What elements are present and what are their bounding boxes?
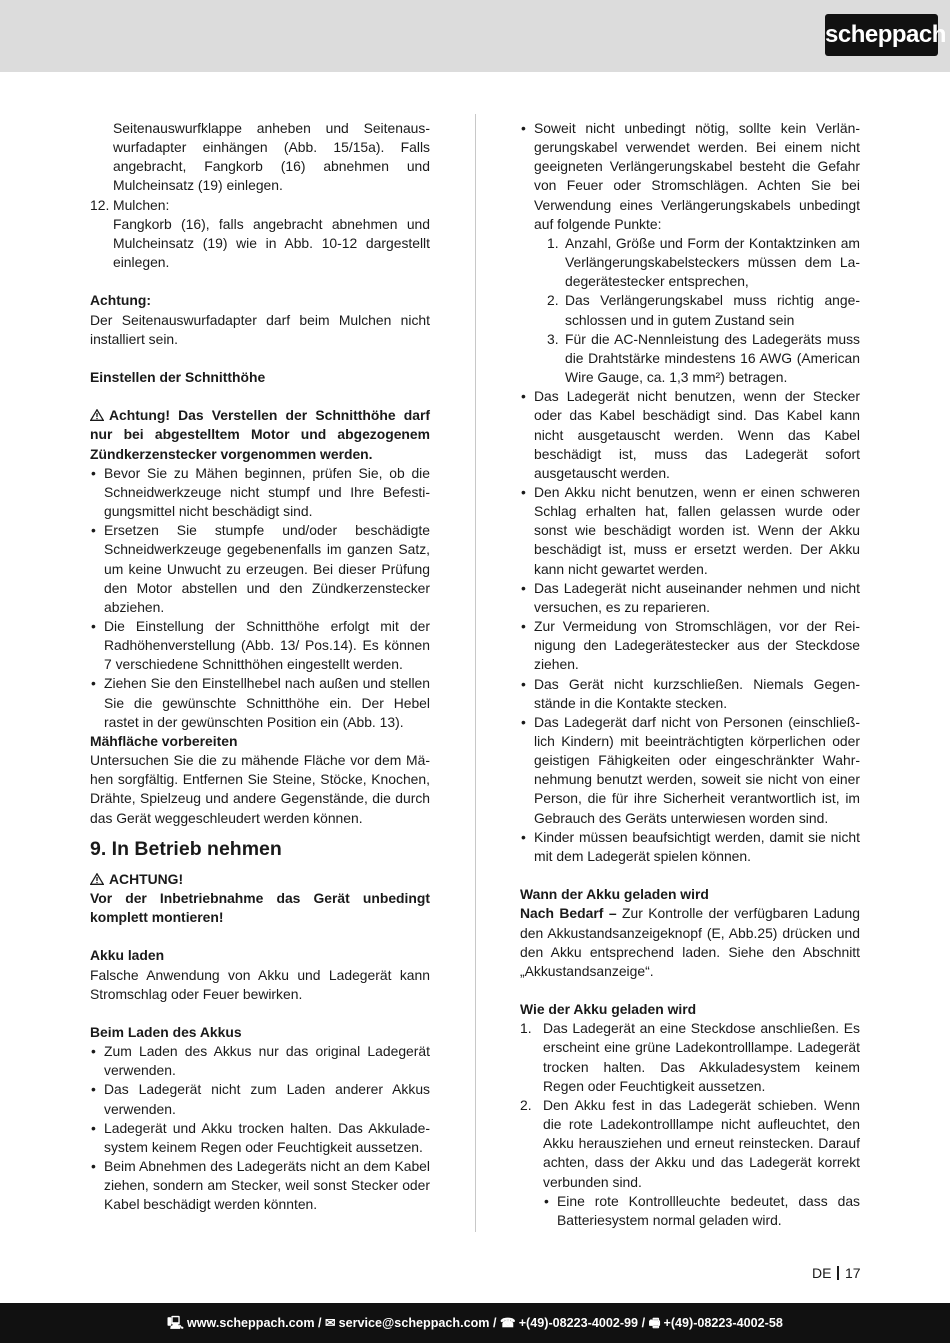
footer-separator: / xyxy=(314,1316,326,1330)
section-warning xyxy=(90,870,430,889)
list-item-12 xyxy=(90,196,430,273)
attention-text: Der Seitenauswurfadapter darf beim Mulchen nicht installiert sein. xyxy=(90,311,430,347)
fax-icon: 🖷 xyxy=(648,1316,661,1330)
list-item: • Kinder müssen beaufsichtigt werden, damit sie nicht mit dem Ladegerät spielen können. xyxy=(520,828,860,866)
warning-triangle-icon xyxy=(90,873,104,885)
footer-separator: / xyxy=(489,1316,500,1330)
cut-height-list xyxy=(90,464,430,732)
right-column xyxy=(520,119,860,1230)
section-title: 9. In Betrieb nehmen xyxy=(90,837,282,860)
page-lang: DE xyxy=(812,1265,832,1281)
item12-title: Mulchen: xyxy=(113,196,170,213)
charging-list xyxy=(90,1042,430,1214)
email-icon: ✉ xyxy=(325,1316,336,1330)
item12-text: Fangkorb (16), falls angebracht abnehmen und Mulcheinsatz (19) wie in Abb. 10-12 dargestellt einlegen. xyxy=(113,215,430,271)
charge-text: Falsche Anwendung von Akku und Ladegerät kann Stromschlag oder Feuer bewirken. xyxy=(90,966,430,1002)
numbered-text: Das Verlängerungskabel muss richtig angeschlossen und in gutem Zustand sein xyxy=(565,292,860,328)
numbered-item xyxy=(534,330,860,387)
page-number-separator xyxy=(837,1266,839,1280)
mow-area-text: Untersuchen Sie die zu mähende Fläche vor dem Mähen sorgfältig. Entfernen Sie Steine, Stöcke, Knochen, Drähte, Spielzeug und andere Gegenstände, die durch das Gerät weggeschleudert werden können. xyxy=(90,752,430,826)
list-item xyxy=(520,119,860,387)
list-item: • Das Ladegerät nicht zum Laden anderer Akkus verwenden. xyxy=(90,1080,430,1118)
footer-bar xyxy=(0,1303,950,1343)
list-item: • Den Akku nicht benutzen, wenn er einen schweren Schlag erhalten hat, fallen gelassen wurde oder sonst wie beschädigt worden ist. Wenn der Akku beschädigt ist, muss er ersetzt werden. Der Akku kann nicht gewartet werden. xyxy=(520,483,860,579)
numbered-item xyxy=(520,1096,860,1230)
how-heading: Wie der Akku geladen wird xyxy=(520,1001,697,1018)
footer-email[interactable]: service@scheppach.com xyxy=(338,1316,490,1330)
cut-height-warning-text: Achtung! Das Verstellen der Schnitthöhe darf nur bei abgestelltem Motor und abgezogenem Zündkerzenstecker vorgenommen werden. xyxy=(90,407,430,462)
extension-text: Soweit nicht unbedingt nötig, sollte kein Verlängerungskabel verwendet werden. Bei einem nicht geeigneten Verlängerungskabel besteht die Gefahr von Feuer oder Stromschlägen. Achten Sie bei Verwendung eines Verlängerungskabels unbedingt auf folgende Punkte: xyxy=(534,120,860,232)
list-item: • Zum Laden des Akkus nur das original Ladegerät verwenden. xyxy=(90,1042,430,1080)
numbered-item xyxy=(520,1019,860,1096)
warning-triangle-icon xyxy=(90,409,104,421)
extension-list xyxy=(520,119,860,866)
scheppach-logo: scheppach xyxy=(825,14,938,56)
cut-height-heading: Einstellen der Schnitthöhe xyxy=(90,369,266,385)
list-item: • Das Gerät nicht kurzschließen. Niemals Gegenstände in die Kontakte stecken. xyxy=(520,675,860,713)
numbered-text: Das Ladegerät an eine Steckdose anschließen. Es erscheint eine grüne Ladekontrolllampe. Ladegerät trocken halten. Das Akkuladesystem keinem Regen oder Feuchtigkeit aussetzen. xyxy=(543,1020,860,1094)
list-item: • Zur Vermeidung von Stromschlägen, vor der Reinigung den Ladegerätestecker aus der Steckdose ziehen. xyxy=(520,617,860,674)
list-item: • Ersetzen Sie stumpfe und/oder beschädigte Schneidwerkzeuge gegebenenfalls im ganzen Satz, um keine Unwucht zu erzeugen. Bei dieser Prüfung den Motor abstellen und den Zündkerzenstecker abziehen. xyxy=(90,521,430,617)
numbered-text: Anzahl, Größe und Form der Kontaktzinken am Verlängerungskabelsteckers müssen dem Ladegerätestecker entsprechen, xyxy=(565,234,860,290)
numbered-text: Den Akku fest in das Ladegerät schieben. Wenn die rote Ladekontrolllampe nicht aufleuchtet, den Akku herausziehen und erneut reinstecken. Darauf achten, dass der Akku und das Ladegerät korrekt verbunden sind. xyxy=(543,1096,860,1190)
how-list xyxy=(520,1019,860,1230)
list-number: 12. xyxy=(90,196,110,213)
section-warning-label: ACHTUNG! xyxy=(109,870,184,887)
when-text: Zur Kontrolle der verfügbaren Ladung den Akkustandsanzeigeknopf (E, Abb.25) drücken und den Akku entsprechend laden. Siehe den Abschnitt „Akkustandsanzeige“. xyxy=(520,905,860,979)
list-item: • Eine rote Kontrollleuchte bedeutet, dass das Batteriesystem normal geladen wird. xyxy=(543,1192,860,1230)
footer-separator: / xyxy=(638,1316,649,1330)
page-number-value: 17 xyxy=(844,1265,861,1281)
mulch-intro-text: Seitenauswurfklappe anheben und Seitenauswurfadapter einhängen (Abb. 15/15a). Falls angebracht, Fangkorb (16) abnehmen und Mulcheinsatz (19) einlegen. xyxy=(113,120,430,194)
when-paragraph xyxy=(520,904,860,981)
left-column xyxy=(90,119,430,1215)
numbered-text: Für die AC-Nennleistung des Ladegeräts muss die Drahtstärke mindestens 16 AWG (American Wire Gauge, ca. 1,3 mm²) betragen. xyxy=(565,330,860,386)
when-heading: Wann der Akku geladen wird xyxy=(520,886,709,903)
phone-icon: ☎ xyxy=(500,1316,516,1330)
numbered-item xyxy=(534,234,860,291)
column-divider xyxy=(475,114,476,1232)
when-lead: Nach Bedarf – xyxy=(520,905,617,922)
list-item: • Die Einstellung der Schnitthöhe erfolgt mit der Radhöhenverstellung (Abb. 13/ Pos.14). Es können 7 verschiedene Schnitthöhen eingestellt werden. xyxy=(90,617,430,674)
list-item: • Ziehen Sie den Einstellhebel nach außen und stellen Sie die gewünschte Schnitthöhe ein. Der Hebel rastet in der gewünschten Position ein (Abb. 13). xyxy=(90,674,430,731)
list-item: • Ladegerät und Akku trocken halten. Das Akkuladesystem keinem Regen oder Feuchtigkeit aussetzen. xyxy=(90,1119,430,1157)
header-bar xyxy=(0,0,950,72)
section-warning-text: Vor der Inbetriebnahme das Gerät unbedingt komplett montieren! xyxy=(90,889,430,926)
list-item: • Das Ladegerät darf nicht von Personen (einschließlich Kindern) mit beeinträchtigten körperlichen oder geistigen Fähigkeiten oder eingeschränkter Wahrnehmung benutzt werden, soweit sie nicht von einer Person, die für ihre Sicherheit verantwortlich ist, im Gebrauch des Geräts unterwiesen worden sind. xyxy=(520,713,860,828)
page-number xyxy=(812,1264,861,1282)
list-item: • Das Ladegerät nicht benutzen, wenn der Stecker oder das Kabel beschädigt sind. Das Kabel kann nicht ausgetauscht werden. Wenn das Kabel beschädigt ist, muss das Ladegerät sofort ausgetauscht werden. xyxy=(520,387,860,483)
numbered-item xyxy=(534,291,860,329)
list-number: 1. xyxy=(547,234,559,251)
list-item: • Beim Abnehmen des Ladegeräts nicht an dem Kabel ziehen, sondern am Stecker, weil sonst Stecker oder Kabel beschädigt werden könnten. xyxy=(90,1157,430,1214)
how-sub-list xyxy=(543,1192,860,1230)
cut-height-warning xyxy=(90,406,430,463)
footer-web[interactable]: www.scheppach.com xyxy=(186,1316,315,1330)
list-number: 1. xyxy=(520,1020,532,1037)
attention-heading: Achtung: xyxy=(90,292,151,309)
list-number: 3. xyxy=(547,330,559,347)
list-item: • Das Ladegerät nicht auseinander nehmen und nicht versuchen, es zu reparieren. xyxy=(520,579,860,617)
charge-heading: Akku laden xyxy=(90,947,165,964)
extension-numbered-list xyxy=(534,234,860,387)
list-number: 2. xyxy=(520,1096,532,1113)
list-item: • Bevor Sie zu Mähen beginnen, prüfen Sie, ob die Schneidwerkzeuge nicht stumpf und Ihre Befestigungsmittel nicht beschädigt sind. xyxy=(90,464,430,521)
footer-phone: +(49)-08223-4002-99 xyxy=(518,1316,639,1330)
charging-heading: Beim Laden des Akkus xyxy=(90,1023,242,1040)
computer-icon: 🖳 xyxy=(167,1316,184,1330)
list-number: 2. xyxy=(547,292,559,309)
footer-fax: +(49)-08223-4002-58 xyxy=(663,1316,783,1330)
mow-area-heading: Mähfläche vorbereiten xyxy=(90,732,238,749)
